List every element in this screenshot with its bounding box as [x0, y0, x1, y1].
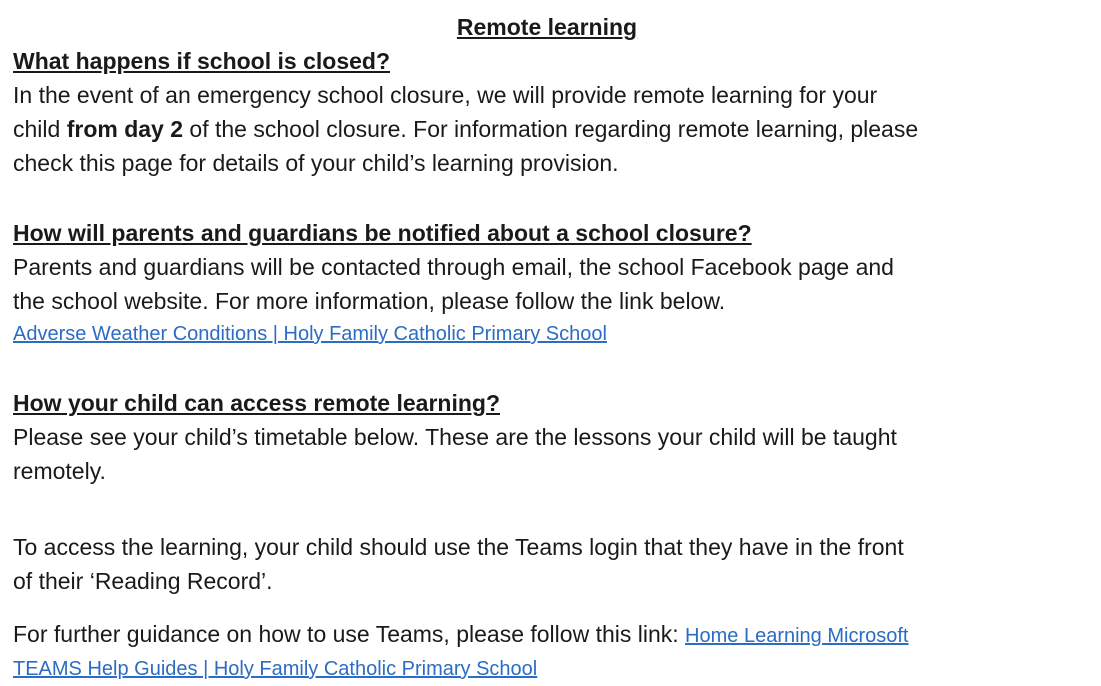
section5-paragraph-line2 [13, 653, 1081, 686]
section5-paragraph-line1 [13, 618, 1081, 653]
section2-paragraph-line2: the school website. For more information, please follow the link below. [13, 288, 726, 314]
section1-heading: What happens if school is closed? [13, 48, 390, 74]
section1-line2-text-pre: child [13, 116, 67, 142]
teams-help-guides-link-part2[interactable]: TEAMS Help Guides | Holy Family Catholic Primary School [13, 658, 538, 680]
section4-paragraph-line1: To access the learning, your child should use the Teams login that they have in the front [13, 534, 904, 560]
spacer [13, 350, 1081, 386]
section1-paragraph-line3: check this page for details of your child’s learning provision. [13, 150, 619, 176]
section2-link-line [13, 318, 1081, 350]
section1-line2-bold-text: from day 2 [66, 116, 184, 142]
teams-help-guides-link-part1[interactable]: Home Learning Microsoft [685, 625, 909, 647]
section5-paragraph [13, 618, 1081, 686]
section2-paragraph-line1: Parents and guardians will be contacted through email, the school Facebook page and [13, 254, 894, 280]
section4-paragraph-line2: of their ‘Reading Record’. [13, 568, 273, 594]
section1-paragraph-line1: In the event of an emergency school closure, we will provide remote learning for your [13, 82, 878, 108]
section3-heading: How your child can access remote learning? [13, 390, 500, 416]
spacer [13, 598, 1081, 618]
adverse-weather-conditions-link[interactable]: Adverse Weather Conditions | Holy Family Catholic Primary School [13, 323, 607, 345]
spacer [13, 488, 1081, 530]
section2-heading: How will parents and guardians be notified about a school closure? [13, 220, 752, 246]
section1-line2-text-post: of the school closure. For information regarding remote learning, please [183, 116, 919, 142]
section1-paragraph-line2 [13, 112, 1081, 146]
section5-intro-text: For further guidance on how to use Teams, please follow this link: [13, 621, 686, 647]
document-title: Remote learning [456, 14, 638, 40]
spacer [13, 180, 1081, 216]
section3-paragraph-line1: Please see your child’s timetable below. These are the lessons your child will be taught [13, 424, 897, 450]
section3-paragraph-line2: remotely. [13, 458, 106, 484]
